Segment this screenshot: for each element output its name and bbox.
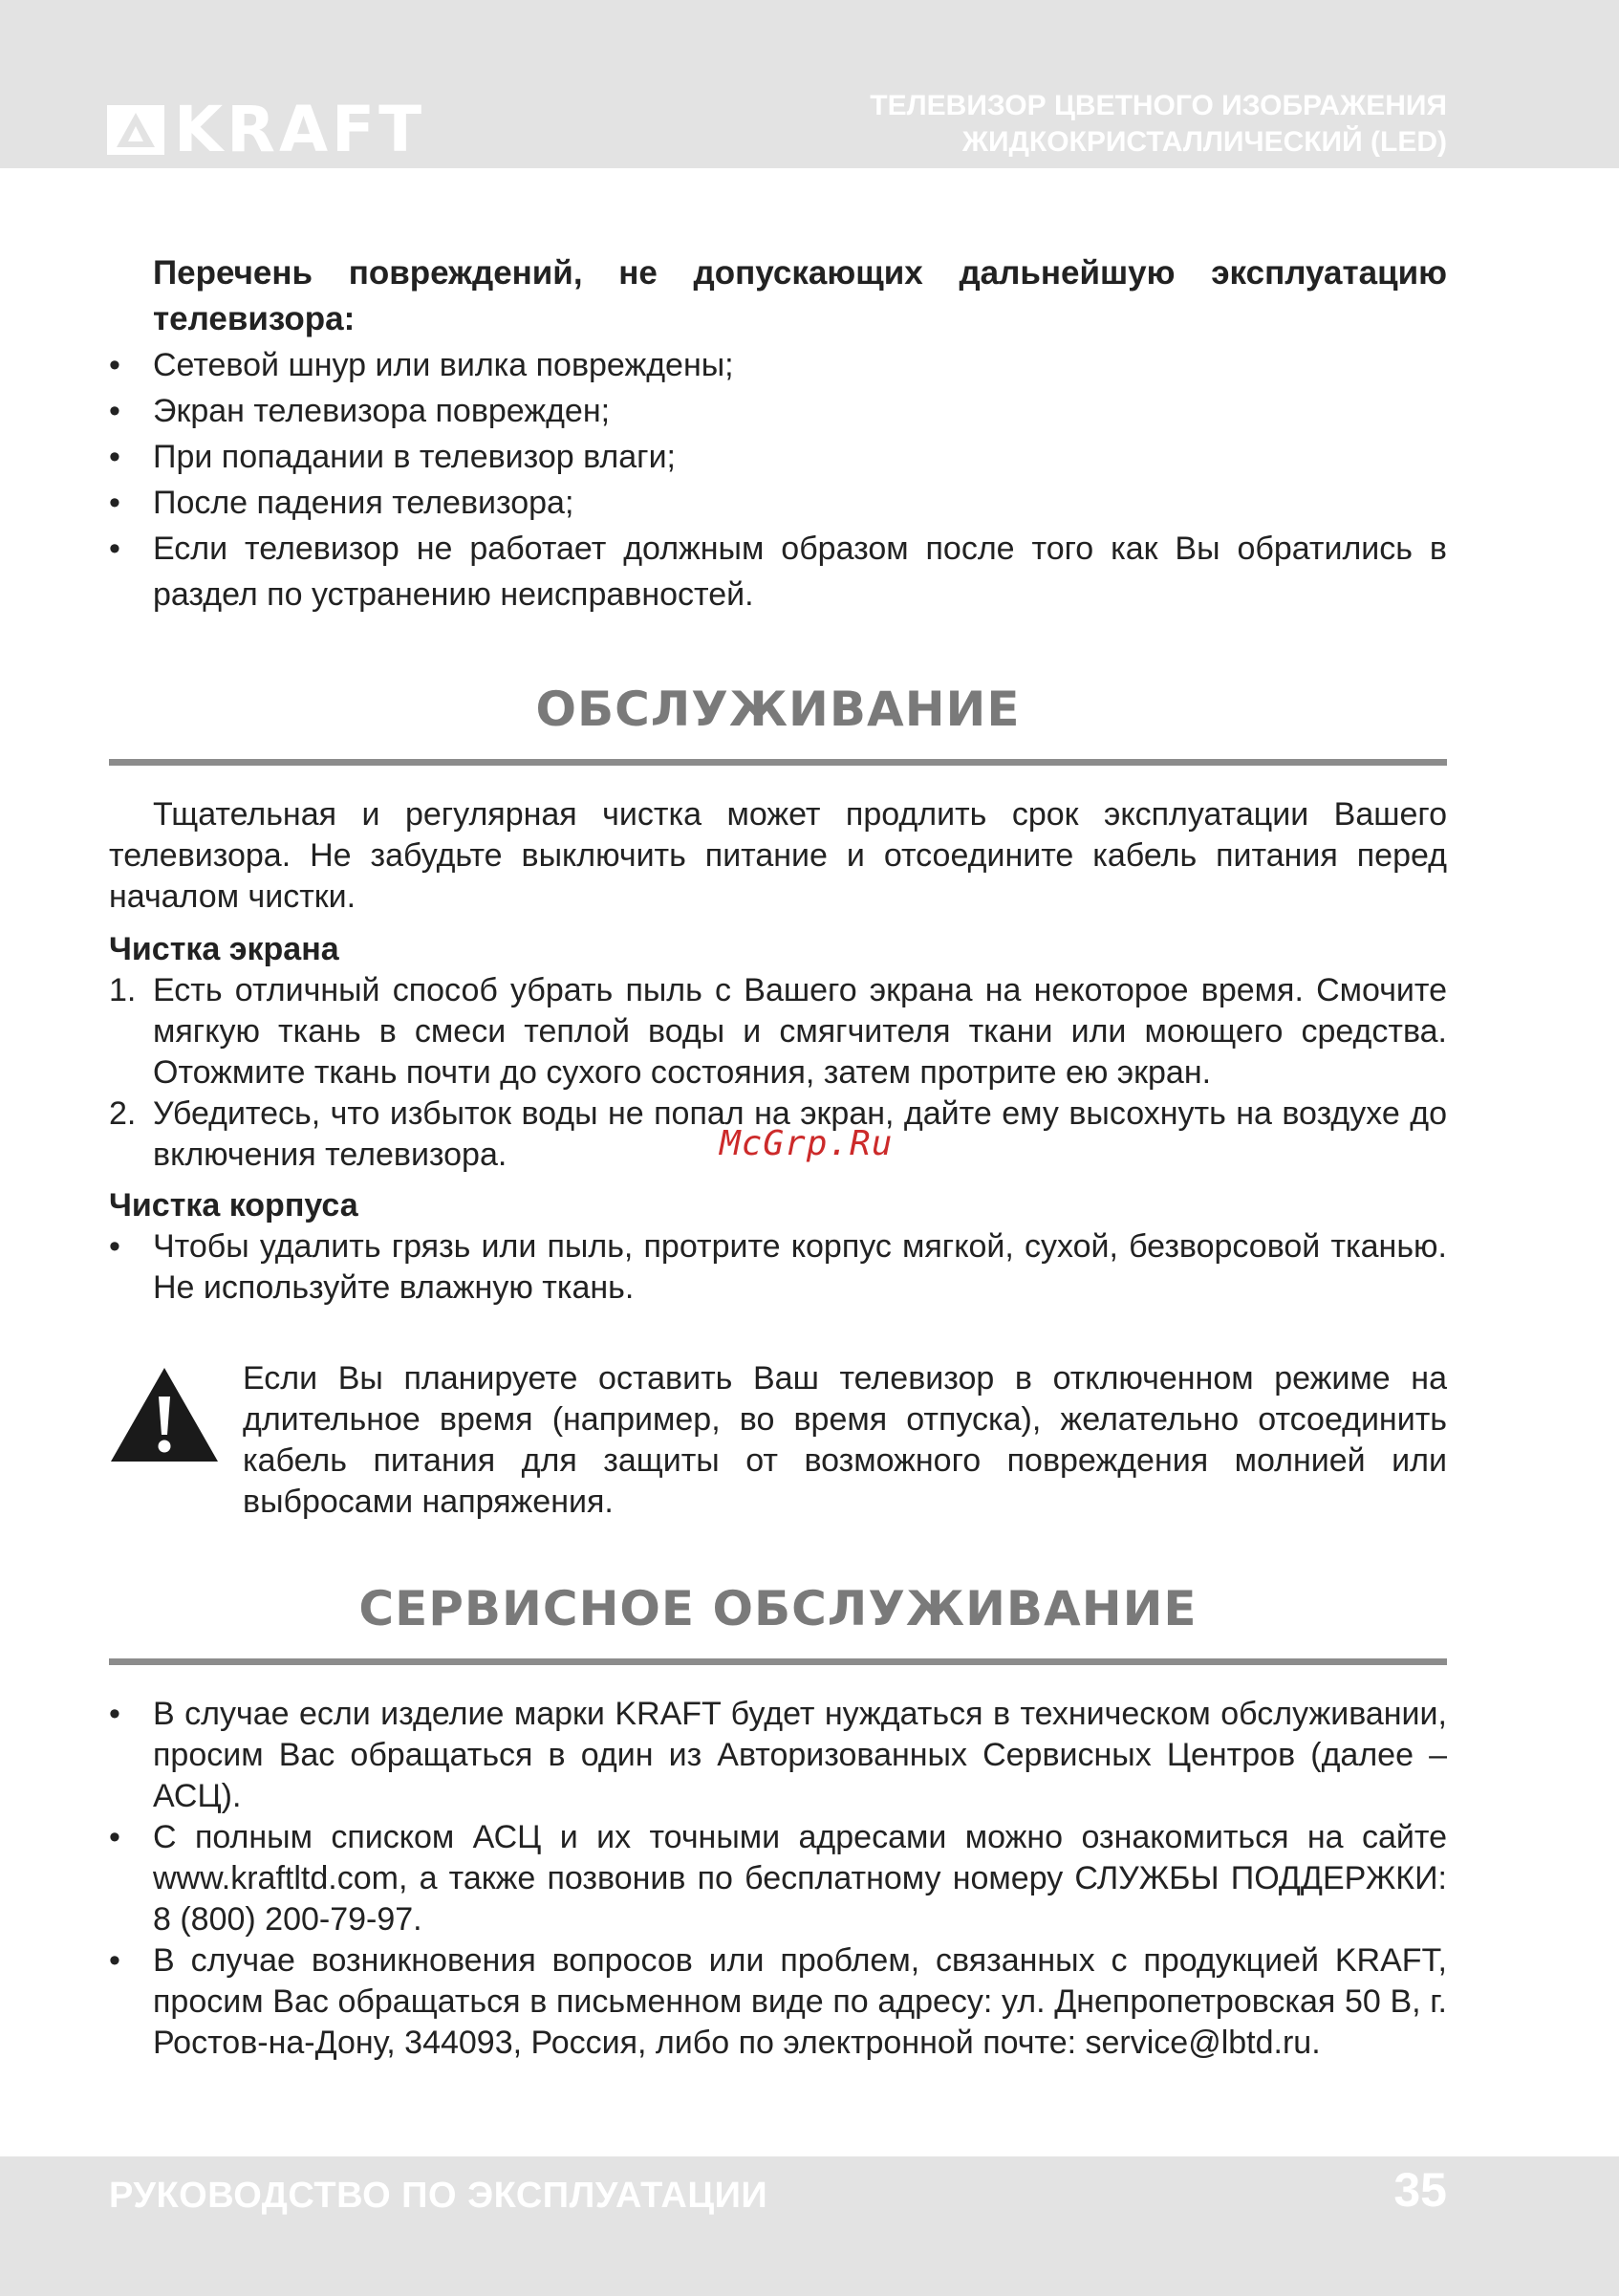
brand-logo (107, 93, 426, 166)
step-text: Убедитесь, что избыток воды не попал на экран, дайте ему высохнуть на воздухе до включения телевизора. (153, 1095, 1447, 1173)
section-divider (109, 759, 1447, 766)
screen-cleaning-step (109, 970, 1447, 1094)
damage-list-item: • Сетевой шнур или вилка повреждены; (109, 342, 1447, 388)
service-section-title: СЕРВИСНОЕ ОБСЛУЖИВАНИЕ (358, 1581, 1198, 1636)
service-list-item: • С полным списком АСЦ и их точными адресами можно ознакомиться на сайте www.kraftltd.com, а также позвонив по бесплатному номеру СЛУЖБЫ ПОДДЕРЖКИ: 8 (800) 200-79-97. (109, 1817, 1447, 1940)
step-number: 2. (109, 1095, 137, 1132)
step-number: 1. (109, 972, 137, 1008)
damage-list-item: • Экран телевизора поврежден; (109, 388, 1447, 434)
document-title (870, 88, 1447, 161)
site-watermark: McGrp.Ru (720, 1124, 894, 1163)
damage-list (109, 342, 1447, 617)
maintenance-section-title: ОБСЛУЖИВАНИЕ (535, 682, 1021, 737)
service-list (109, 1694, 1447, 2064)
footer-label: РУКОВОДСТВО ПО ЭКСПЛУАТАЦИИ (109, 2176, 768, 2216)
kraft-logo-icon (107, 105, 164, 155)
document-title-line-1: ТЕЛЕВИЗОР ЦВЕТНОГО ИЗОБРАЖЕНИЯ (870, 90, 1447, 121)
section-divider (109, 1658, 1447, 1665)
damage-list-item: • При попадании в телевизор влаги; (109, 434, 1447, 480)
damage-list-heading: Перечень повреждений, не допускающих дальнейшую эксплуатацию телевизора: (153, 254, 1447, 337)
damage-list-item: • После падения телевизора; (109, 480, 1447, 526)
screen-cleaning-heading: Чистка экрана (109, 931, 339, 967)
brand-name: KRAFT (174, 93, 426, 166)
service-list-item: • В случае возникновения вопросов или проблем, связанных с продукцией KRAFT, просим Вас обращаться в письменном виде по адресу: ул. Днепропетровская 50 В, г. Ростов-на-Дону, 344093, Россия, либо по электронной почте: service@lbtd.ru. (109, 1940, 1447, 2064)
power-disconnect-notice (109, 1358, 1447, 1523)
service-list-item: • В случае если изделие марки KRAFT будет нуждаться в техническом обслуживании, просим Вас обращаться в один из Авторизованных Сервисных Центров (далее – АСЦ). (109, 1694, 1447, 1817)
maintenance-intro: Тщательная и регулярная чистка может продлить срок эксплуатации Вашего телевизора. Не забудьте выключить питание и отсоедините кабель питания перед началом чистки. (109, 796, 1447, 915)
damage-list-item: • Если телевизор не работает должным образом после того как Вы обратились в раздел по устранению неисправностей. (109, 526, 1447, 617)
case-cleaning-heading: Чистка корпуса (109, 1187, 358, 1224)
page-number: 35 (1393, 2163, 1447, 2217)
case-cleaning-item: • Чтобы удалить грязь или пыль, протрите корпус мягкой, сухой, безворсовой тканью. Не используйте влажную ткань. (109, 1226, 1447, 1309)
step-text: Есть отличный способ убрать пыль с Вашего экрана на некоторое время. Смочите мягкую ткань в смеси теплой воды и смягчителя ткани или моющего средства. Отожмите ткань почти до сухого состояния, затем протрите ею экран. (153, 972, 1447, 1091)
document-title-line-2: ЖИДКОКРИСТАЛЛИЧЕСКИЙ (LED) (961, 126, 1447, 158)
warning-triangle-icon (109, 1366, 220, 1463)
notice-text: Если Вы планируете оставить Ваш телевизор в отключенном режиме на длительное время (например, во время отпуска), желательно отсоединить кабель питания для защиты от возможного повреждения молнией или выбросами напряжения. (243, 1360, 1447, 1520)
case-cleaning-list (109, 1226, 1447, 1309)
